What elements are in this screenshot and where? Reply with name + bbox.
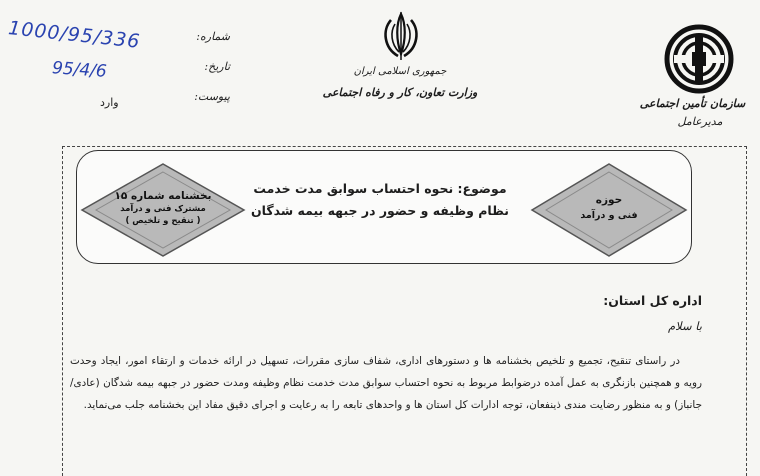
attachment-label: پیوست: bbox=[194, 90, 230, 103]
date-label: تاریخ: bbox=[204, 60, 230, 73]
number-label: شماره: bbox=[196, 30, 230, 43]
circular-type: ( تنقیح و تلخیص ) bbox=[125, 216, 201, 226]
handwritten-letter-date: 95/4/6 bbox=[51, 58, 108, 82]
circular-scope: مشترک فنی و درآمد bbox=[120, 204, 206, 214]
circular-number-block bbox=[108, 189, 218, 227]
domain-label: حوزه bbox=[595, 194, 623, 206]
recipient-heading: اداره کل استان: bbox=[603, 293, 702, 308]
iran-emblem-icon bbox=[378, 10, 424, 62]
domain-block bbox=[559, 193, 659, 223]
ministry-name: وزارت تعاون، کار و رفاه اجتماعی bbox=[322, 86, 478, 99]
body-paragraph: در راستای تنقیح، تجمیع و تلخیص بخشنامه ها و دستورهای اداری، شفاف سازی مقررات، تسهیل در ارائه خدمات و ارتقاء امور، ایجاد وحدت رویه و همچنین بازنگری به عمل آمده درضوابط مربوط به نحوه احتساب سوابق مدت خدمت نظام وظیفه ومدت حضور در جبهه بیمه شدگان (عادی/جانباز) و به منظور رضایت مندی ذینفعان، توجه ادارات کل استان ها و واحدهای تابعه را به رعایت و اجرای دقیق مفاد این بخشنامه جلب می‌نماید. bbox=[70, 355, 702, 411]
social-security-logo-icon bbox=[664, 24, 734, 94]
domain-value: فنی و درآمد bbox=[580, 210, 638, 221]
organization-name: سازمان تأمین اجتماعی bbox=[639, 97, 746, 110]
country-name: جمهوری اسلامی ایران bbox=[353, 66, 447, 77]
subject-line-1: موضوع: نحوه احتساب سوابق مدت خدمت bbox=[253, 181, 507, 196]
subject-line-2: نظام وظیفه و حضور در جبهه بیمه شدگان bbox=[251, 203, 509, 218]
circular-number: بخشنامه شماره ۱۵ bbox=[114, 190, 212, 202]
subject bbox=[230, 178, 530, 222]
salutation: با سلام bbox=[668, 319, 702, 333]
handwritten-letter-number: 1000/95/336 bbox=[7, 17, 142, 53]
incoming-stamp: وارد bbox=[100, 96, 119, 109]
signer-title: مدیرعامل bbox=[677, 115, 723, 128]
letter-meta bbox=[150, 30, 230, 120]
